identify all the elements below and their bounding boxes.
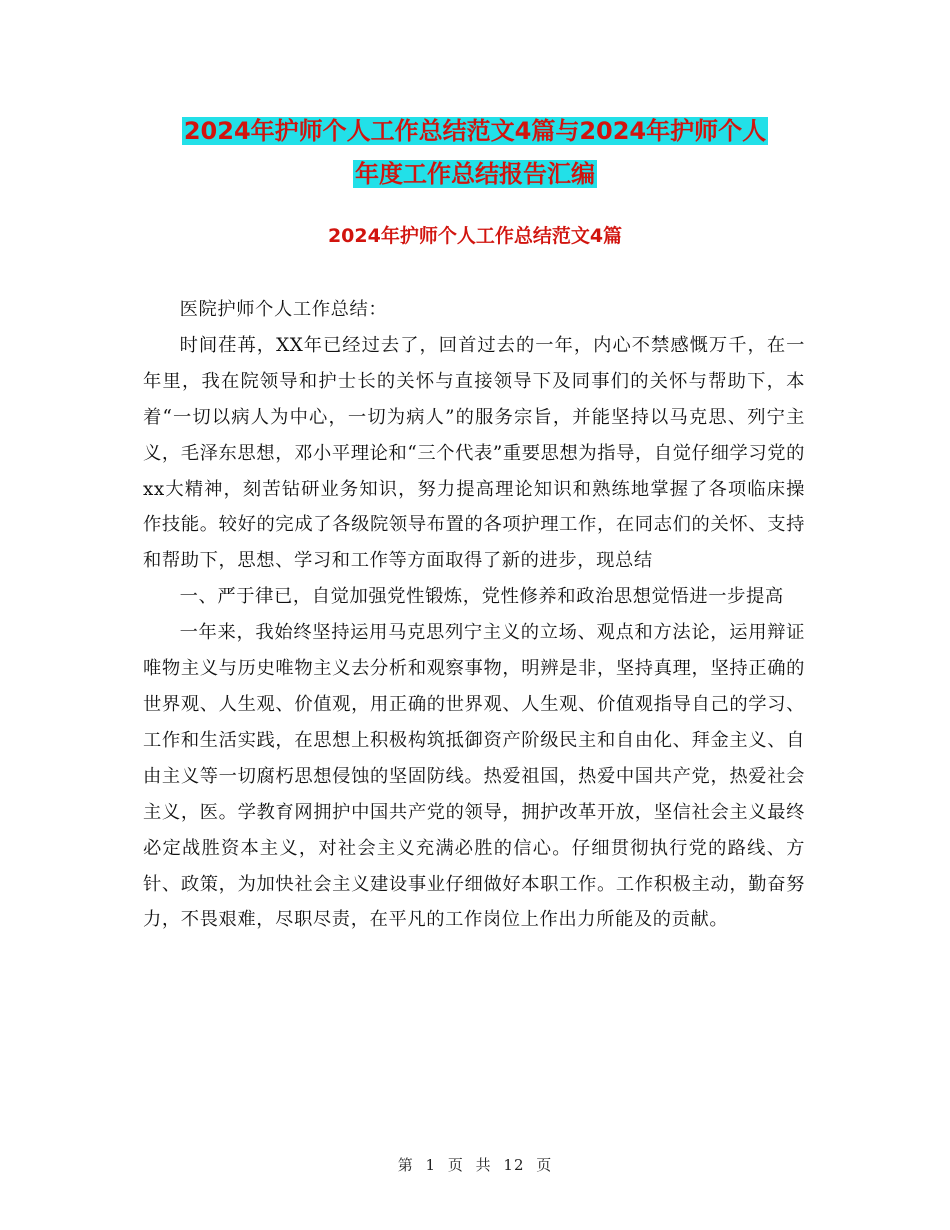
paragraph: 一年来，我始终坚持运用马克思列宁主义的立场、观点和方法论，运用辩证唯物主义与历史唯物主义去分析和观察事物，明辨是非，坚持真理，坚持正确的世界观、人生观、价值观，用正确的世界观、人生观、价值观指导自己的学习、工作和生活实践，在思想上积极构筑抵御资产阶级民主和自由化、拜金主义、自由主义等一切腐朽思想侵蚀的坚固防线。热爱祖国，热爱中国共产党，热爱社会主义，医。学教育网拥护中国共产党的领导，拥护改革开放，坚信社会主义最终必定战胜资本主义，对社会主义充满必胜的信心。仔细贯彻执行党的路线、方针、政策，为加快社会主义建设事业仔细做好本职工作。工作积极主动，勤奋努力，不畏艰难，尽职尽责，在平凡的工作岗位上作出力所能及的贡献。 — [143, 622, 805, 931]
footer-label-gong: 共 — [475, 1156, 492, 1174]
current-page-number: 1 — [425, 1156, 437, 1174]
paragraph: 一、严于律已，自觉加强党性锻炼，党性修养和政治思想觉悟进一步提高 — [179, 586, 784, 608]
title-text-1: 2024年护师个人工作总结范文4篇与2024年护师个人 — [183, 117, 767, 145]
section-title: 2024年护师个人工作总结范文4篇 — [327, 225, 623, 247]
paragraph: 医院护师个人工作总结： — [179, 299, 388, 320]
title-text-2: 年度工作总结报告汇编 — [355, 160, 595, 188]
document-title-line-2 — [0, 156, 950, 192]
footer-label-di: 第 — [397, 1156, 414, 1174]
total-pages-number: 12 — [503, 1156, 525, 1174]
footer-label-ye2: 页 — [536, 1156, 553, 1174]
footer-label-ye: 页 — [447, 1156, 464, 1174]
document-body — [143, 292, 805, 938]
page-footer — [0, 1154, 950, 1176]
document-title-line-1 — [0, 113, 950, 149]
paragraph: 时间荏苒，XX年已经过去了，回首过去的一年，内心不禁感慨万千，在一年里，我在院领导和护士长的关怀与直接领导下及同事们的关怀与帮助下，本着“一切以病人为中心，一切为病人”的服务宗旨，并能坚持以马克思、列宁主义，毛泽东思想，邓小平理论和“三个代表”重要思想为指导，自觉仔细学习党的xx大精神，刻苦钻研业务知识，努力提高理论知识和熟练地掌握了各项临床操作技能。较好的完成了各级院领导布置的各项护理工作，在同志们的关怀、支持和帮助下，思想、学习和工作等方面取得了新的进步，现总结 — [143, 334, 805, 572]
